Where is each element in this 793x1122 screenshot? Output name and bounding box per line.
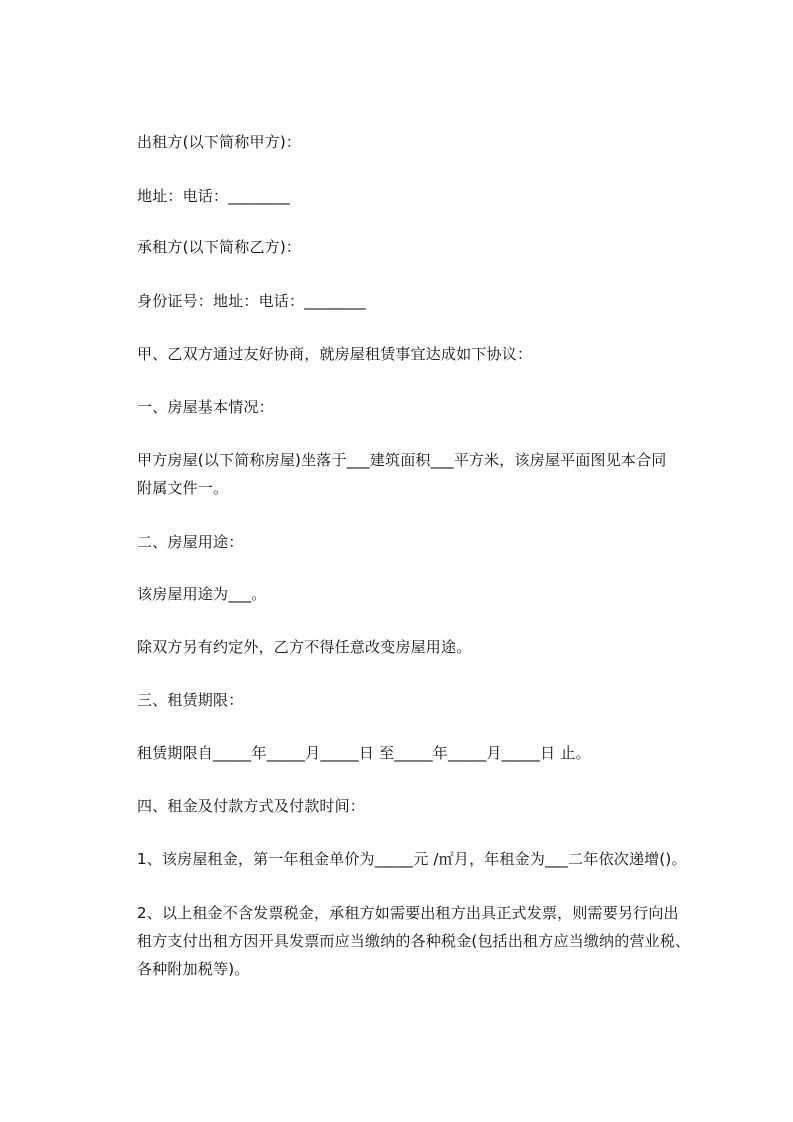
rent-clause-2-line-2: 租方支付出租方因开具发票而应当缴纳的各种税金(包括出租方应当缴纳的营业税、	[137, 932, 691, 950]
lessee-id-address-phone: 身份证号：地址：电话：________	[137, 292, 366, 310]
use-restriction-line: 除双方另有约定外，乙方不得任意改变房屋用途。	[137, 638, 472, 656]
property-attachment-line: 附属文件一。	[137, 479, 229, 497]
rent-clause-2-line-1: 2、以上租金不含发票税金，承租方如需要出租方出具正式发票，则需要另行向出	[137, 904, 679, 922]
section-heading-3: 三、租赁期限：	[137, 691, 244, 709]
rent-clause-2-line-3: 各种附加税等)。	[137, 960, 250, 978]
lease-term-line: 租赁期限自_____年_____月_____日 至_____年_____月_____日 止。	[137, 744, 591, 762]
property-use-line: 该房屋用途为___。	[137, 585, 267, 603]
lessor-address-phone: 地址：电话：________	[137, 187, 290, 205]
agreement-intro: 甲、乙双方通过友好协商，就房屋租赁事宜达成如下协议：	[137, 345, 533, 363]
lessor-line: 出租方(以下简称甲方)：	[137, 133, 302, 151]
section-heading-2: 二、房屋用途：	[137, 533, 244, 551]
property-location-line: 甲方房屋(以下简称房屋)坐落于___建筑面积___平方米，该房屋平面图见本合同	[137, 451, 667, 469]
lessee-line: 承租方(以下简称乙方)：	[137, 238, 302, 256]
rent-clause-1: 1、该房屋租金，第一年租金单价为_____元 /㎡月，年租金为___二年依次递增()。	[137, 850, 687, 868]
section-heading-4: 四、租金及付款方式及付款时间：	[137, 797, 366, 815]
section-heading-1: 一、房屋基本情况：	[137, 398, 274, 416]
